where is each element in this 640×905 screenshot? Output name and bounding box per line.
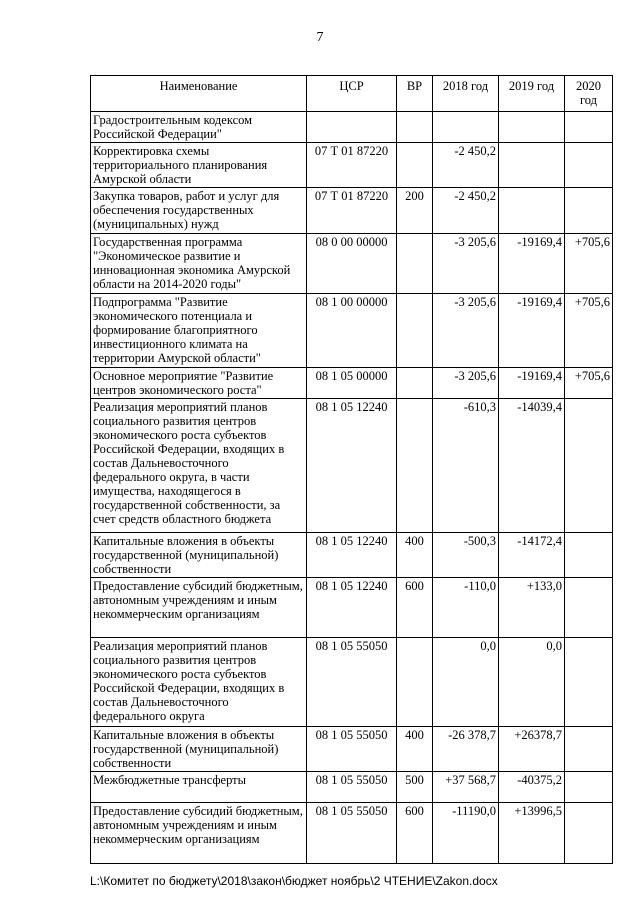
cell-vr [397,112,433,143]
cell-csr: 08 1 05 55050 [307,727,397,772]
cell-2019: -14039,4 [499,399,565,533]
table-row [91,234,613,294]
cell-vr: 400 [397,533,433,578]
cell-2018: -3 205,6 [433,294,499,368]
table-row [91,803,613,864]
cell-vr [397,143,433,188]
cell-name: Закупка товаров, работ и услуг для обеспечения государственных (муниципальных) нужд [91,188,307,234]
table-row [91,638,613,727]
cell-2020: +705,6 [565,368,613,399]
cell-2018: -110,0 [433,578,499,638]
table-row [91,112,613,143]
cell-2020 [565,112,613,143]
cell-2018: -11190,0 [433,803,499,864]
table-row [91,533,613,578]
cell-csr: 07 Т 01 87220 [307,188,397,234]
cell-csr: 08 1 05 12240 [307,533,397,578]
cell-2018: -2 450,2 [433,188,499,234]
cell-2018: -3 205,6 [433,368,499,399]
cell-csr [307,112,397,143]
cell-name: Капитальные вложения в объекты государственной (муниципальной) собственности [91,533,307,578]
cell-vr [397,234,433,294]
cell-2019: -19169,4 [499,368,565,399]
cell-name: Межбюджетные трансферты [91,772,307,803]
cell-2020 [565,638,613,727]
cell-vr: 500 [397,772,433,803]
cell-csr: 08 0 00 00000 [307,234,397,294]
cell-name: Реализация мероприятий планов социального развития центров экономического роста субъектов Российской Федерации, входящих в состав Дальневосточного федерального округа, в части имущества, находящегося в государственной собственности, за счет средств областного бюджета [91,399,307,533]
cell-vr: 400 [397,727,433,772]
cell-2019: -40375,2 [499,772,565,803]
header-vr: ВР [397,76,433,112]
table-header-row [91,76,613,112]
cell-2020 [565,188,613,234]
cell-name: Основное мероприятие "Развитие центров экономического роста" [91,368,307,399]
cell-2019 [499,112,565,143]
cell-2020: +705,6 [565,294,613,368]
cell-csr: 08 1 05 12240 [307,578,397,638]
cell-vr: 200 [397,188,433,234]
cell-2019: +13996,5 [499,803,565,864]
cell-csr: 08 1 05 00000 [307,368,397,399]
table-row [91,578,613,638]
cell-2020: +705,6 [565,234,613,294]
cell-2019: -19169,4 [499,234,565,294]
cell-vr [397,638,433,727]
table-row [91,188,613,234]
table-row [91,399,613,533]
cell-csr: 08 1 05 55050 [307,772,397,803]
cell-2019: +26378,7 [499,727,565,772]
cell-csr: 08 1 05 12240 [307,399,397,533]
cell-2020 [565,772,613,803]
table-row [91,143,613,188]
cell-2018: 0,0 [433,638,499,727]
cell-2018 [433,112,499,143]
cell-2019: -19169,4 [499,294,565,368]
cell-2019: 0,0 [499,638,565,727]
cell-csr: 08 1 00 00000 [307,294,397,368]
cell-2018: +37 568,7 [433,772,499,803]
cell-2020 [565,399,613,533]
cell-name: Предоставление субсидий бюджетным, автономным учреждениям и иным некоммерческим организациям [91,803,307,864]
table-row [91,727,613,772]
cell-csr: 08 1 05 55050 [307,803,397,864]
cell-csr: 08 1 05 55050 [307,638,397,727]
footer-file-path: L:\Комитет по бюджету\2018\закон\бюджет ноябрь\2 ЧТЕНИЕ\Zakon.docx [90,874,498,888]
cell-2018: -610,3 [433,399,499,533]
table-row [91,772,613,803]
cell-name: Корректировка схемы территориального планирования Амурской области [91,143,307,188]
header-2020: 2020 год [565,76,613,112]
cell-name: Предоставление субсидий бюджетным, автономным учреждениям и иным некоммерческим организациям [91,578,307,638]
cell-vr [397,368,433,399]
cell-vr: 600 [397,803,433,864]
header-csr: ЦСР [307,76,397,112]
cell-2018: -2 450,2 [433,143,499,188]
header-2019: 2019 год [499,76,565,112]
cell-2019 [499,188,565,234]
cell-2018: -3 205,6 [433,234,499,294]
table-row [91,368,613,399]
header-2018: 2018 год [433,76,499,112]
cell-name: Государственная программа "Экономическое развитие и инновационная экономика Амурской области на 2014-2020 годы" [91,234,307,294]
cell-csr: 07 Т 01 87220 [307,143,397,188]
cell-name: Капитальные вложения в объекты государственной (муниципальной) собственности [91,727,307,772]
cell-2020 [565,143,613,188]
page-number: 7 [316,30,324,45]
header-name: Наименование [91,76,307,112]
cell-2019 [499,143,565,188]
cell-2020 [565,578,613,638]
table-row [91,294,613,368]
cell-vr: 600 [397,578,433,638]
cell-2019: -14172,4 [499,533,565,578]
cell-vr [397,294,433,368]
cell-2020 [565,533,613,578]
cell-2018: -500,3 [433,533,499,578]
budget-table [90,75,613,864]
cell-2018: -26 378,7 [433,727,499,772]
cell-2020 [565,727,613,772]
cell-name: Градостроительным кодексом Российской Федерации" [91,112,307,143]
cell-name: Реализация мероприятий планов социального развития центров экономического роста субъектов Российской Федерации, входящих в состав Дальневосточного федерального округа [91,638,307,727]
cell-vr [397,399,433,533]
cell-2020 [565,803,613,864]
cell-name: Подпрограмма "Развитие экономического потенциала и формирование благоприятного инвестиционного климата на территории Амурской области" [91,294,307,368]
cell-2019: +133,0 [499,578,565,638]
